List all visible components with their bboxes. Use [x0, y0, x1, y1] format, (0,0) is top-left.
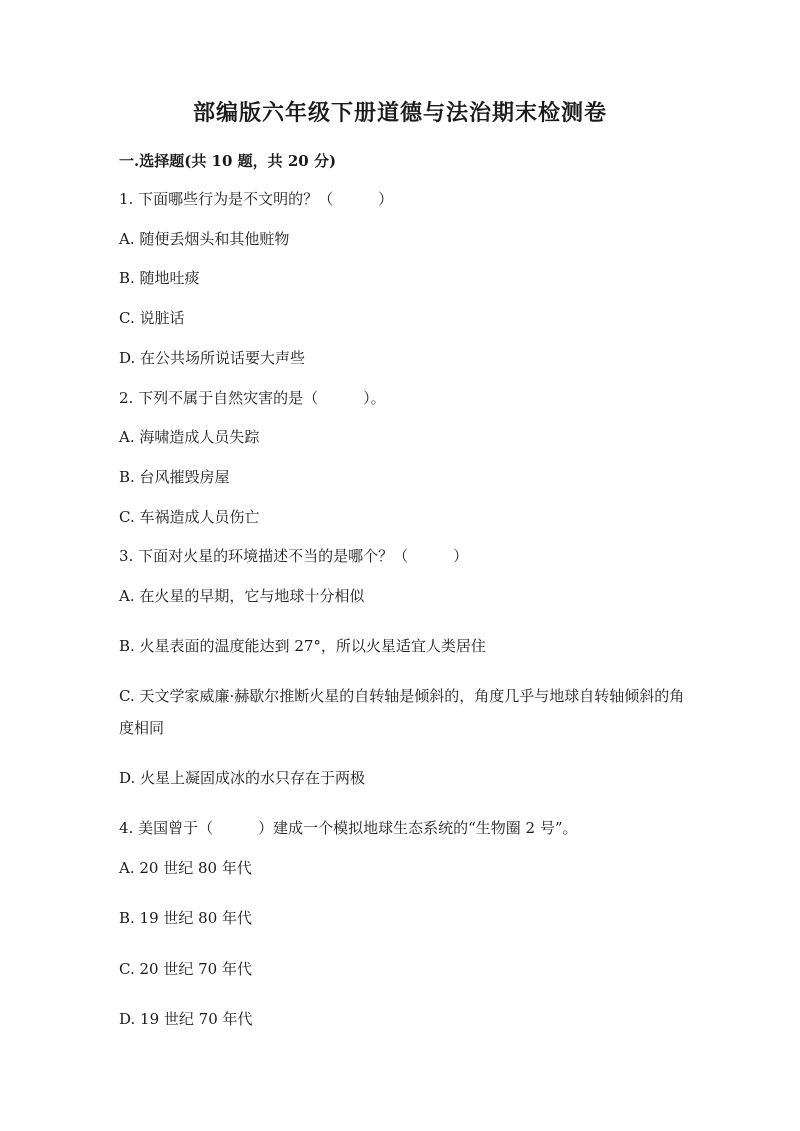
section-heading: 一.选择题(共 10 题，共 20 分): [119, 152, 337, 170]
option-item: C. 天文学家威廉·赫歇尔推断火星的自转轴是倾斜的，角度几乎与地球自转轴倾斜的角度相同: [119, 687, 685, 737]
option-item: D. 19 世纪 70 年代: [119, 1010, 253, 1028]
question-stem: 2. 下列不属于自然灾害的是（ ）。: [119, 389, 386, 407]
option-item: C. 20 世纪 70 年代: [119, 960, 252, 978]
question-stem: 1. 下面哪些行为是不文明的？（ ）: [119, 190, 394, 208]
option-item: C. 车祸造成人员伤亡: [119, 508, 260, 526]
option-item: D. 在公共场所说话要大声些: [119, 349, 306, 367]
page-title: 部编版六年级下册道德与法治期末检测卷: [192, 100, 607, 126]
question-stem: 4. 美国曾于（ ）建成一个模拟地球生态系统的“生物圈 2 号”。: [119, 819, 578, 837]
option-item: B. 19 世纪 80 年代: [119, 909, 253, 927]
option-item: B. 台风摧毁房屋: [119, 468, 230, 486]
option-item: A. 20 世纪 80 年代: [119, 859, 252, 877]
option-item: A. 在火星的早期，它与地球十分相似: [119, 587, 365, 605]
option-item: B. 随地吐痰: [119, 269, 200, 287]
question-stem: 3. 下面对火星的环境描述不当的是哪个？（ ）: [119, 547, 469, 565]
option-item: A. 海啸造成人员失踪: [119, 428, 260, 446]
option-item: A. 随便丢烟头和其他赃物: [119, 230, 290, 248]
option-item: D. 火星上凝固成冰的水只存在于两极: [119, 769, 366, 787]
option-item: B. 火星表面的温度能达到 27°，所以火星适宜人类居住: [119, 637, 486, 655]
option-item: C. 说脏话: [119, 309, 185, 327]
